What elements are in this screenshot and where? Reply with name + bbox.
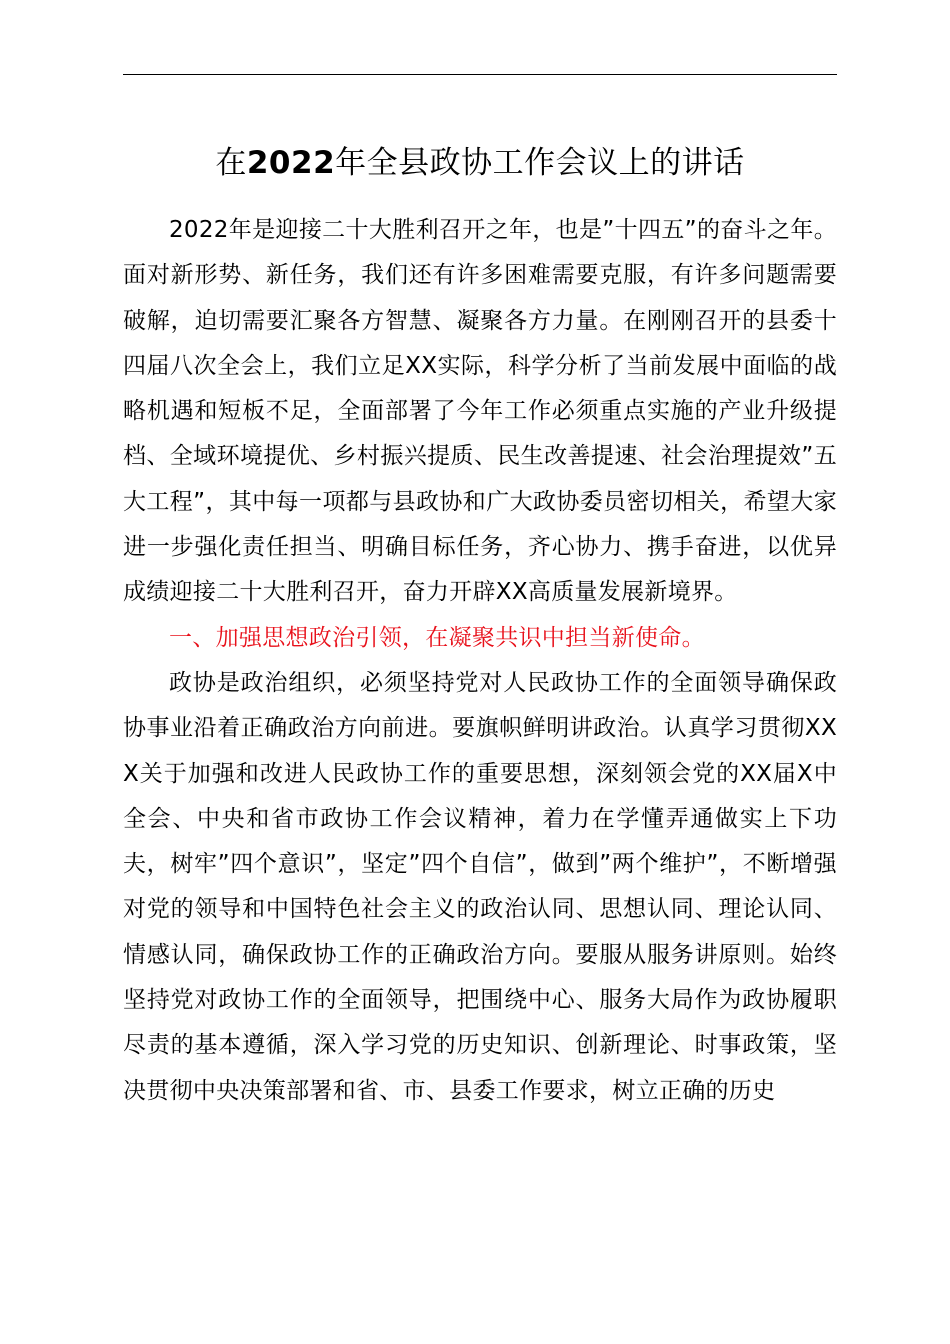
title-year: 2022: [246, 145, 336, 181]
document-body: [123, 208, 837, 1114]
page-title: [123, 137, 837, 189]
title-prefix: 在: [215, 145, 247, 181]
paragraph-intro: 2022年是迎接二十大胜利召开之年，也是”十四五”的奋斗之年。面对新形势、新任务，我们还有许多困难需要克服，有许多问题需要破解，迫切需要汇聚各方智慧、凝聚各方力量。在刚刚召开的县委十四届八次全会上，我们立足XX实际，科学分析了当前发展中面临的战略机遇和短板不足，全面部署了今年工作必须重点实施的产业升级提档、全域环境提优、乡村振兴提质、民生改善提速、社会治理提效”五大工程”，其中每一项都与县政协和广大政协委员密切相关，希望大家进一步强化责任担当、明确目标任务，齐心协力、携手奋进，以优异成绩迎接二十大胜利召开，奋力开辟XX高质量发展新境界。: [123, 217, 837, 606]
section-heading-1: 一、加强思想政治引领，在凝聚共识中担当新使命。: [169, 624, 705, 651]
header-rule: [123, 74, 837, 75]
title-suffix: 年全县政协工作会议上的讲话: [335, 145, 745, 181]
paragraph-section-1: 政协是政治组织，必须坚持党对人民政协工作的全面领导确保政协事业沿着正确政治方向前进。要旗帜鲜明讲政治。认真学习贯彻XXX关于加强和改进人民政协工作的重要思想，深刻领会党的XX届X中全会、中央和省市政协工作会议精神，着力在学懂弄通做实上下功夫，树牢”四个意识”，坚定”四个自信”，做到”两个维护”，不断增强对党的领导和中国特色社会主义的政治认同、思想认同、理论认同、情感认同，确保政协工作的正确政治方向。要服从服务讲原则。始终坚持党对政协工作的全面领导，把围绕中心、服务大局作为政协履职尽责的基本遵循，深入学习党的历史知识、创新理论、时事政策，坚决贯彻中央决策部署和省、市、县委工作要求，树立正确的历史: [123, 669, 837, 1104]
